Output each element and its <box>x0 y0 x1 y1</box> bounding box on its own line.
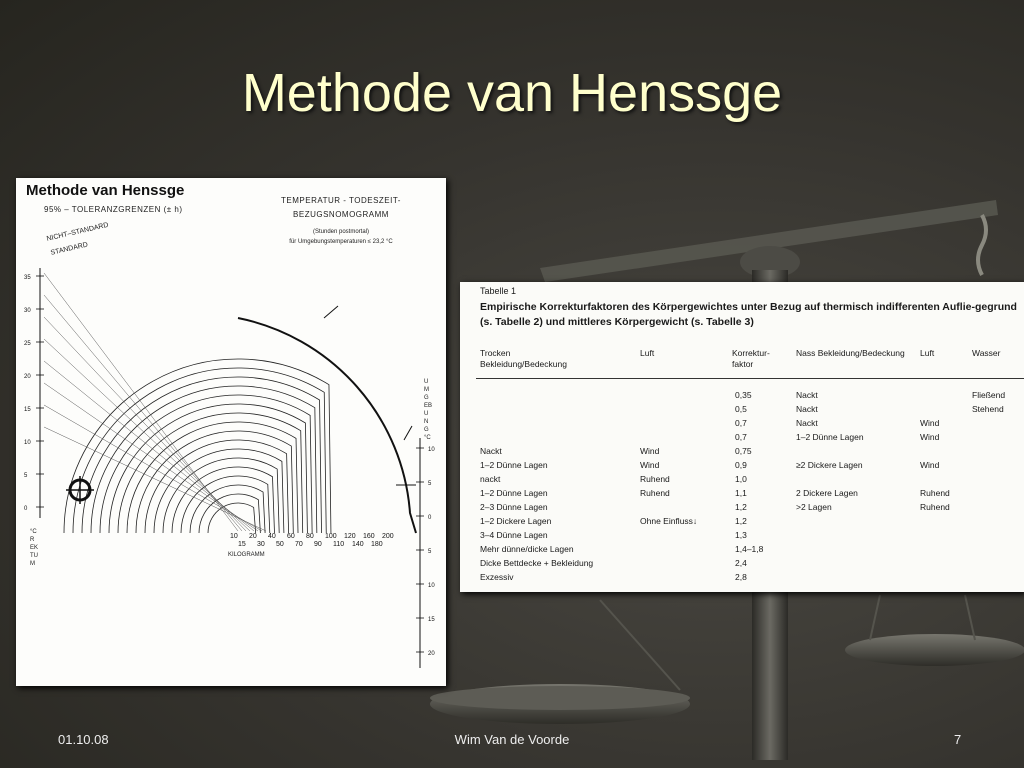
table-cell-factor: 0,9 <box>735 460 747 470</box>
table-cell-air: Wind <box>640 460 660 470</box>
weight-arc <box>208 503 256 533</box>
table-cell-factor: 1,2 <box>735 502 747 512</box>
table-cell-dry: 1–2 Dünne Lagen <box>480 460 548 470</box>
ambient-tick-label: 20 <box>428 651 435 657</box>
table-cell-wet: Nackt <box>796 418 818 428</box>
weight-label-top: 100 <box>325 533 337 540</box>
table-cell-factor: 1,4–1,8 <box>735 544 764 554</box>
rectal-tick-label: 20 <box>24 374 31 380</box>
table-cell-air2: Wind <box>920 432 940 442</box>
rectal-tick-label: 10 <box>24 440 31 446</box>
table-cell-factor: 0,7 <box>735 418 747 428</box>
weight-arc <box>100 395 312 533</box>
weight-label-bottom: 70 <box>295 541 303 548</box>
table-cell-factor: 1,2 <box>735 516 747 526</box>
nicht-standard-label: NICHT–STANDARD <box>46 221 110 243</box>
nomogram-header-3: (Stunden postmortal) <box>312 229 370 235</box>
weight-label-bottom: 140 <box>352 541 364 548</box>
rectal-tick-label: 35 <box>24 275 31 281</box>
rectal-tick-label: 30 <box>24 308 31 314</box>
table-cell-wet: ≥2 Dickere Lagen <box>796 460 863 470</box>
header-water: Wasser <box>972 348 1001 358</box>
rectal-tick-label: 0 <box>24 506 28 512</box>
table-cell-factor: 1,1 <box>735 488 747 498</box>
table-cell-wet: >2 Lagen <box>796 502 832 512</box>
table-cell-air: Ruhend <box>640 474 670 484</box>
table-cell-dry: 1–2 Dünne Lagen <box>480 488 548 498</box>
weight-label-top: 20 <box>249 533 257 540</box>
footer-author: Wim Van de Voorde <box>454 732 570 747</box>
table-cell-wet: 1–2 Dünne Lagen <box>796 432 864 442</box>
arc-marker <box>404 426 412 440</box>
kilogramm-label: KILOGRAMM <box>228 552 265 558</box>
table-cell-factor: 0,7 <box>735 432 747 442</box>
header-factor: Korrektur-faktor <box>732 348 770 369</box>
table-cell-air2: Ruhend <box>920 488 950 498</box>
table-cell-air2: Wind <box>920 460 940 470</box>
table-cell-factor: 0,5 <box>735 404 747 414</box>
footer-date: 01.10.08 <box>58 732 109 747</box>
weight-label-bottom: 30 <box>257 541 265 548</box>
weight-label-bottom: 90 <box>314 541 322 548</box>
table-cell-dry: 2–3 Dünne Lagen <box>480 502 548 512</box>
weight-label-top: 60 <box>287 533 295 540</box>
table-title: Empirische Korrekturfaktoren des Körpergewichtes unter Bezug auf thermisch indifferenten Auflie-gegrund (s. Tabelle 2) und mittleres Körpergewicht (s. Tabelle 3) <box>480 301 1017 328</box>
table-cell-factor: 1,0 <box>735 474 747 484</box>
weight-label-top: 40 <box>268 533 276 540</box>
weight-label-top: 160 <box>363 533 375 540</box>
tolerance-label: 95% – TOLERANZGRENZEN (± h) <box>44 205 183 214</box>
weight-label-top: 120 <box>344 533 356 540</box>
header-wet: Nass Bekleidung/Bedeckung <box>796 348 905 358</box>
table-cell-dry: 1–2 Dickere Lagen <box>480 516 552 526</box>
table-cell-dry: Exzessiv <box>480 572 514 582</box>
weight-arc <box>82 377 322 533</box>
header-air-wet: Luft <box>920 348 935 358</box>
radial-line <box>44 273 238 531</box>
table-cell-factor: 0,35 <box>735 390 752 400</box>
rectal-tick-label: 5 <box>24 473 28 479</box>
weight-label-top: 80 <box>306 533 314 540</box>
table-cell-dry: Dicke Bettdecke + Bekleidung <box>480 558 594 568</box>
ambient-tick-label: 0 <box>428 515 432 521</box>
ambient-tick-label: 5 <box>428 481 432 487</box>
henssge-nomogram <box>16 178 446 686</box>
table-cell-wet: Nackt <box>796 404 818 414</box>
weight-arc <box>136 431 293 533</box>
nomogram-header-2: BEZUGSNOMOGRAMM <box>293 210 389 219</box>
table-cell-dry: Mehr dünne/dicke Lagen <box>480 544 574 554</box>
table-cell-air2: Ruhend <box>920 502 950 512</box>
rectal-tick-label: 25 <box>24 341 31 347</box>
header-air-dry: Luft <box>640 348 655 358</box>
rektum-axis-label: °C REKTUM <box>30 529 39 567</box>
correction-factor-table <box>460 282 1024 592</box>
table-cell-wet: 2 Dickere Lagen <box>796 488 858 498</box>
weight-arc <box>109 404 307 533</box>
table-cell-factor: 2,4 <box>735 558 747 568</box>
radial-line <box>44 383 258 531</box>
table-cell-air: Ohne Einfluss↓ <box>640 516 698 526</box>
weight-label-bottom: 50 <box>276 541 284 548</box>
table-caption: Tabelle 1 <box>480 286 517 296</box>
weight-label-top: 200 <box>382 533 394 540</box>
table-cell-dry: Nackt <box>480 446 502 456</box>
weight-label-bottom: 15 <box>238 541 246 548</box>
table-cell-air2: Wind <box>920 418 940 428</box>
table-cell-wet: Nackt <box>796 390 818 400</box>
table-cell-air: Wind <box>640 446 660 456</box>
ambient-tick-label: 10 <box>428 447 435 453</box>
table-cell-water: Fließend <box>972 390 1006 400</box>
umgebung-axis-label: UMGEBUNG °C <box>424 379 433 441</box>
arc-marker <box>324 306 338 318</box>
table-cell-dry: 3–4 Dünne Lagen <box>480 530 548 540</box>
weight-label-top: 10 <box>230 533 238 540</box>
weight-arc <box>181 476 270 533</box>
table-header-rule <box>476 378 1024 379</box>
slide-title: Methode van Henssge <box>241 63 783 123</box>
nomogram-title: Methode van Henssge <box>26 182 185 199</box>
table-cell-air: Ruhend <box>640 488 670 498</box>
ambient-tick-label: 5 <box>428 549 432 555</box>
table-cell-water: Stehend <box>972 404 1004 414</box>
standard-label: STANDARD <box>50 241 89 257</box>
table-cell-factor: 0,75 <box>735 446 752 456</box>
table-cell-factor: 1,3 <box>735 530 747 540</box>
ambient-tick-label: 10 <box>428 583 435 589</box>
table-cell-dry: nackt <box>480 474 501 484</box>
radial-line <box>44 339 250 531</box>
page-number: 7 <box>954 732 962 747</box>
rectal-tick-label: 15 <box>24 407 31 413</box>
nomogram-drawing <box>16 178 446 686</box>
weight-label-bottom: 180 <box>371 541 383 548</box>
nomogram-header-4: für Umgebungstemperaturen ≤ 23,2 °C <box>289 239 393 245</box>
weight-label-bottom: 110 <box>333 541 345 548</box>
table-cell-factor: 2,8 <box>735 572 747 582</box>
nomogram-header-1: TEMPERATUR - TODESZEIT- <box>281 196 401 205</box>
header-dry: Trocken Bekleidung/Bedeckung <box>480 348 567 369</box>
ambient-tick-label: 15 <box>428 617 435 623</box>
